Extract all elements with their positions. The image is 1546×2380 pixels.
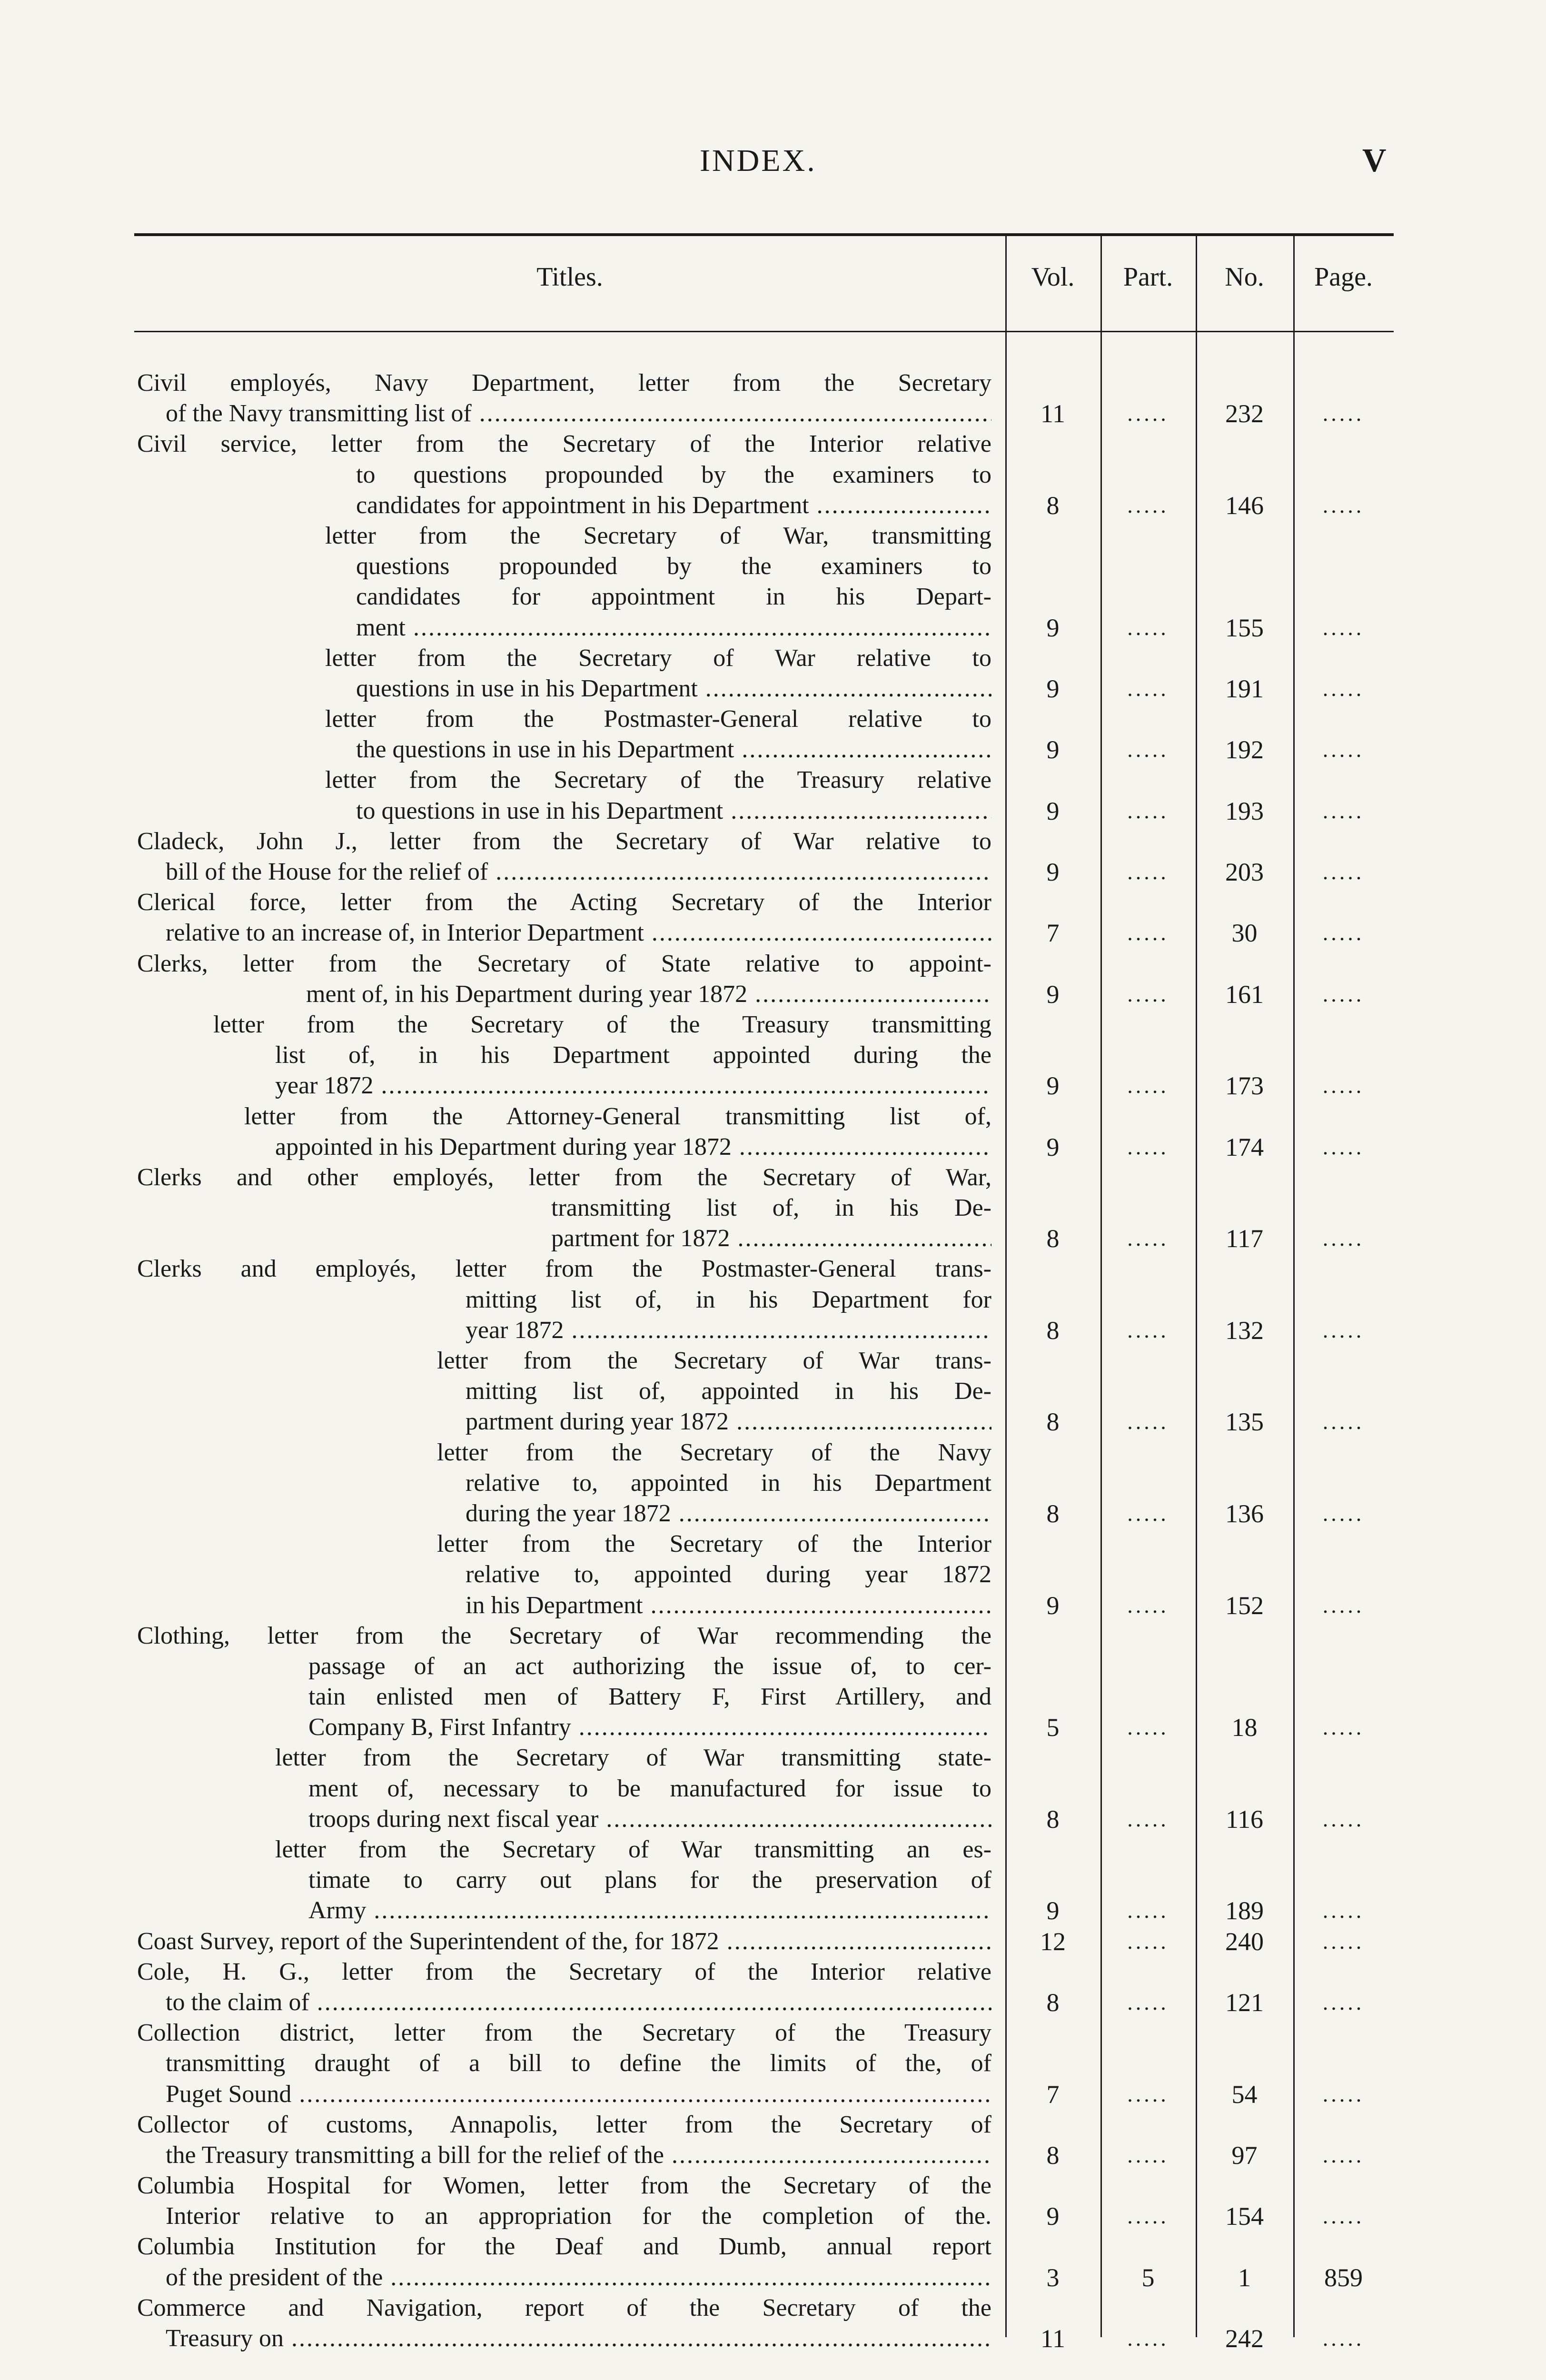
entry-title-line: ment of, necessary to be manufactured for issue to <box>308 1775 991 1802</box>
entry-title <box>134 949 991 1010</box>
entry-title-line: to questions propounded by the examiners to <box>356 461 991 488</box>
entry-page: ..... <box>1322 2142 1365 2167</box>
entry-title-line: troops during next fiscal year ..... <box>137 1804 991 1835</box>
index-entry <box>134 2171 1394 2231</box>
entry-no: 154 <box>1225 2202 1264 2231</box>
index-entry <box>134 826 1394 887</box>
entry-vol: 9 <box>1046 1132 1060 1161</box>
entry-part: ..... <box>1127 2326 1169 2350</box>
entry-title-line: relative to an increase of, in Interior Department ..... <box>137 918 991 948</box>
entry-vol: 8 <box>1046 1316 1060 1345</box>
entry-title-line: Treasury on ..... <box>137 2323 991 2354</box>
column-header-page: Page. <box>1314 262 1373 292</box>
entry-vol: 9 <box>1046 796 1060 825</box>
entry-part: ..... <box>1127 1929 1169 1954</box>
entry-page: ..... <box>1322 1715 1365 1740</box>
entry-title-line: Civil employés, Navy Department, letter from the Secretary <box>137 369 991 397</box>
entry-no: 173 <box>1225 1071 1264 1101</box>
entry-vol: 9 <box>1046 1591 1060 1620</box>
entry-title <box>134 826 991 887</box>
index-entry <box>134 1621 1394 1743</box>
entry-title-line: Commerce and Navigation, report of the Secretary of the <box>137 2294 991 2321</box>
entry-title-line: the Treasury transmitting a bill for the relief of the ..... <box>137 2140 991 2171</box>
index-entry <box>134 1835 1394 1926</box>
entry-page: ..... <box>1322 1226 1365 1251</box>
entry-no: 132 <box>1225 1316 1264 1345</box>
entry-title-line: candidates for appointment in his Depart- <box>356 583 991 611</box>
entry-title-line: relative to, appointed during year 1872 <box>466 1561 991 1588</box>
entry-vol: 8 <box>1046 491 1060 520</box>
entry-page: ..... <box>1322 798 1365 823</box>
entry-no: 1 <box>1238 2263 1251 2292</box>
entry-part: ..... <box>1127 860 1169 884</box>
entry-no: 192 <box>1225 735 1264 764</box>
entry-vol: 12 <box>1040 1927 1066 1956</box>
index-entry <box>134 704 1394 765</box>
entry-title-line: Collection district, letter from the Secretary of the Treasury <box>137 2019 991 2047</box>
entry-vol: 9 <box>1046 858 1060 886</box>
entry-part: ..... <box>1127 737 1169 762</box>
entry-no: 97 <box>1231 2141 1258 2170</box>
entry-title-line: letter from the Secretary of the Treasury relative <box>325 766 991 794</box>
entry-page: ..... <box>1322 1593 1365 1617</box>
entry-title-line: of the president of the ..... <box>137 2262 991 2293</box>
entry-no: 18 <box>1231 1713 1258 1742</box>
entry-part: ..... <box>1127 493 1169 517</box>
entry-part: ..... <box>1127 2142 1169 2167</box>
entry-title-line: letter from the Attorney-General transmitting list of, <box>244 1102 991 1130</box>
entry-part: ..... <box>1127 1593 1169 1617</box>
entry-page: ..... <box>1322 921 1365 945</box>
index-entry <box>134 2293 1394 2354</box>
entry-vol: 8 <box>1046 1988 1060 2017</box>
entry-title-line: year 1872 ..... <box>137 1071 991 1101</box>
entry-title-line: in his Department ..... <box>137 1590 991 1621</box>
entry-title-line: Civil service, letter from the Secretary of the Interior relative <box>137 430 991 458</box>
entry-no: 240 <box>1225 1927 1264 1956</box>
entry-title <box>134 1101 991 1162</box>
entry-no: 232 <box>1225 399 1264 428</box>
index-entry <box>134 1926 1394 1957</box>
entry-title-line: timate to carry out plans for the preservation of <box>308 1866 991 1894</box>
entry-title-line: during the year 1872 ..... <box>137 1498 991 1529</box>
entry-part: ..... <box>1127 1990 1169 2014</box>
entry-title-line: Clerks, letter from the Secretary of State relative to appoint- <box>137 950 991 977</box>
entry-no: 189 <box>1225 1896 1264 1925</box>
entry-vol: 11 <box>1041 399 1065 428</box>
entry-title-line: the questions in use in his Department ..... <box>137 734 991 765</box>
index-entry <box>134 1529 1394 1621</box>
entry-title <box>134 2018 991 2110</box>
index-entry <box>134 429 1394 521</box>
entry-page: ..... <box>1322 1898 1365 1923</box>
entry-vol: 5 <box>1046 1713 1060 1742</box>
entry-part: ..... <box>1127 1134 1169 1159</box>
entry-part: ..... <box>1127 982 1169 1006</box>
entry-part: ..... <box>1127 1409 1169 1434</box>
entry-title-line: partment for 1872 ..... <box>137 1223 991 1254</box>
entry-part: ..... <box>1127 2204 1169 2229</box>
index-entry <box>134 643 1394 704</box>
entry-page: ..... <box>1322 1073 1365 1098</box>
entry-title <box>134 2231 991 2292</box>
entry-title <box>134 1529 991 1621</box>
entry-title-line: passage of an act authorizing the issue of, to cer- <box>308 1652 991 1680</box>
entry-page: ..... <box>1322 982 1365 1006</box>
entry-part: ..... <box>1127 1715 1169 1740</box>
entry-title <box>134 1254 991 1346</box>
entry-page: ..... <box>1322 1806 1365 1831</box>
entry-title-line: ment of, in his Department during year 1872 ..... <box>137 979 991 1010</box>
entry-no: 117 <box>1226 1224 1263 1253</box>
entry-vol: 11 <box>1041 2324 1065 2353</box>
entry-title-line: partment during year 1872 ..... <box>137 1407 991 1437</box>
entry-no: 136 <box>1225 1499 1264 1528</box>
page-header <box>0 138 1546 195</box>
index-entry <box>134 2231 1394 2292</box>
index-entry <box>134 1101 1394 1162</box>
entry-vol: 8 <box>1046 1224 1060 1253</box>
entry-page: 859 <box>1324 2263 1363 2292</box>
entry-part: ..... <box>1127 615 1169 640</box>
entry-title-line: letter from the Secretary of War transmitting state- <box>275 1744 991 1772</box>
entry-vol: 8 <box>1046 2141 1060 2170</box>
entry-title <box>134 1957 991 2018</box>
entry-title-line: of the Navy transmitting list of ..... <box>137 398 991 429</box>
entry-title <box>134 521 991 643</box>
index-entry <box>134 368 1394 429</box>
entry-title-line: relative to, appointed in his Department <box>466 1469 991 1497</box>
entry-page: ..... <box>1322 1409 1365 1434</box>
entry-title <box>134 1346 991 1438</box>
entry-title-line: Company B, First Infantry ..... <box>137 1712 991 1743</box>
entry-title <box>134 2171 991 2231</box>
entry-title <box>134 1926 991 1957</box>
entry-title-line: letter from the Secretary of War relative to <box>325 644 991 672</box>
entry-title-line: mitting list of, in his Department for <box>466 1286 991 1313</box>
entry-no: 116 <box>1226 1805 1263 1834</box>
entry-title <box>134 1835 991 1926</box>
entry-title <box>134 1743 991 1835</box>
entry-no: 146 <box>1225 491 1264 520</box>
header-rule <box>134 331 1005 332</box>
entry-no: 174 <box>1225 1132 1264 1161</box>
entry-title-line: tain enlisted men of Battery F, First Artillery, and <box>308 1683 991 1711</box>
entry-page: ..... <box>1322 615 1365 640</box>
entry-title-line: questions propounded by the examiners to <box>356 553 991 580</box>
entry-page: ..... <box>1322 2082 1365 2106</box>
index-table <box>134 233 1394 2353</box>
entry-title <box>134 643 991 704</box>
entry-vol: 9 <box>1046 2202 1060 2231</box>
entry-title-line: Clerks and other employés, letter from the Secretary of War, <box>137 1163 991 1191</box>
entry-title-line: ment ..... <box>137 613 991 643</box>
running-title: INDEX. <box>700 143 817 178</box>
index-entry <box>134 1010 1394 1101</box>
entry-title-line: letter from the Secretary of War, transmitting <box>325 522 991 549</box>
entry-title-line: appointed in his Department during year 1872 ..... <box>137 1132 991 1162</box>
entry-page: ..... <box>1322 1134 1365 1159</box>
column-header-part: Part. <box>1123 262 1173 292</box>
entry-part: ..... <box>1127 401 1169 426</box>
column-header-vol: Vol. <box>1031 262 1075 292</box>
entry-page: ..... <box>1322 860 1365 884</box>
entry-title-line: questions in use in his Department ..... <box>137 674 991 704</box>
entry-title-line: to the claim of ..... <box>137 1987 991 2018</box>
entry-title-line: letter from the Secretary of War transmitting an es- <box>275 1836 991 1863</box>
index-entry <box>134 1254 1394 1346</box>
entry-vol: 7 <box>1046 2080 1060 2109</box>
index-entry <box>134 1438 1394 1529</box>
column-header-no: No. <box>1225 262 1264 292</box>
entry-part: ..... <box>1127 798 1169 823</box>
entry-title-line: letter from the Secretary of War trans- <box>437 1347 991 1374</box>
entry-title-line: Cole, H. G., letter from the Secretary of the Interior relative <box>137 1958 991 1985</box>
entry-title-line: Interior relative to an appropriation for the completion of the. <box>166 2202 991 2230</box>
entry-title-line: Cladeck, John J., letter from the Secretary of War relative to <box>137 827 991 855</box>
entry-title-line: bill of the House for the relief of ..... <box>137 857 991 887</box>
entry-page: ..... <box>1322 493 1365 517</box>
entry-title-line: Army ..... <box>137 1895 991 1926</box>
entry-part: ..... <box>1127 2082 1169 2106</box>
entry-vol: 8 <box>1046 1408 1060 1437</box>
entry-vol: 8 <box>1046 1499 1060 1528</box>
index-entry <box>134 887 1394 948</box>
entry-no: 203 <box>1225 858 1264 886</box>
entry-no: 121 <box>1225 1988 1264 2017</box>
entry-page: ..... <box>1322 1990 1365 2014</box>
entry-title-line: Clerical force, letter from the Acting Secretary of the Interior <box>137 889 991 916</box>
entry-title-line: Clerks and employés, letter from the Postmaster-General trans- <box>137 1255 991 1283</box>
entry-title <box>134 368 991 429</box>
entry-page: ..... <box>1322 401 1365 426</box>
entry-vol: 3 <box>1046 2263 1060 2292</box>
index-entry <box>134 2018 1394 2110</box>
entry-title-line: Columbia Institution for the Deaf and Dumb, annual report <box>137 2233 991 2261</box>
entry-title-line: to questions in use in his Department ..... <box>137 796 991 826</box>
entry-no: 30 <box>1231 919 1258 948</box>
entry-page: ..... <box>1322 1501 1365 1526</box>
entry-title <box>134 2110 991 2171</box>
entry-page: ..... <box>1322 2326 1365 2350</box>
entry-title-line: year 1872 ..... <box>137 1315 991 1346</box>
entry-title-line: list of, in his Department appointed during the <box>275 1041 991 1069</box>
top-rule <box>134 233 1394 236</box>
entry-title <box>134 704 991 765</box>
entry-page: ..... <box>1322 1318 1365 1342</box>
entry-title-line: letter from the Secretary of the Treasury transmitting <box>213 1011 991 1038</box>
entry-title <box>134 429 991 521</box>
entry-vol: 9 <box>1046 613 1060 642</box>
index-entry <box>134 521 1394 643</box>
entry-no: 54 <box>1231 2080 1258 2109</box>
index-entry <box>134 765 1394 826</box>
entry-no: 161 <box>1225 980 1264 1009</box>
entry-part: ..... <box>1127 1073 1169 1098</box>
index-entry <box>134 1957 1394 2018</box>
entry-title-line: Columbia Hospital for Women, letter from the Secretary of the <box>137 2172 991 2200</box>
entry-vol: 9 <box>1046 1071 1060 1101</box>
entry-vol: 8 <box>1046 1805 1060 1834</box>
entry-part: 5 <box>1141 2263 1155 2292</box>
index-entry <box>134 1346 1394 1438</box>
entry-part: ..... <box>1127 921 1169 945</box>
entry-title-line: letter from the Secretary of the Navy <box>437 1438 991 1466</box>
entry-title-line: letter from the Secretary of the Interior <box>437 1530 991 1558</box>
entry-vol: 9 <box>1046 1896 1060 1925</box>
entry-page: ..... <box>1322 676 1365 701</box>
entry-title-line: mitting list of, appointed in his De- <box>466 1378 991 1405</box>
column-header-titles: Titles. <box>536 262 603 292</box>
entry-page: ..... <box>1322 2204 1365 2229</box>
entry-title-line: Clothing, letter from the Secretary of War recommending the <box>137 1622 991 1649</box>
entry-no: 193 <box>1225 796 1264 825</box>
entry-part: ..... <box>1127 676 1169 701</box>
entry-part: ..... <box>1127 1226 1169 1251</box>
entry-title-line: Puget Sound ..... <box>137 2079 991 2110</box>
entry-title-line: Coast Survey, report of the Superintendent of the, for 1872 ..... <box>137 1926 991 1957</box>
entry-no: 135 <box>1225 1408 1264 1437</box>
entry-title <box>134 887 991 948</box>
page-number: V <box>1362 142 1387 179</box>
index-entry <box>134 2110 1394 2171</box>
entry-no: 242 <box>1225 2324 1264 2353</box>
entry-title-line: letter from the Postmaster-General relative to <box>325 705 991 733</box>
entry-vol: 7 <box>1046 919 1060 948</box>
entry-title-line: Collector of customs, Annapolis, letter from the Secretary of <box>137 2111 991 2138</box>
index-entry <box>134 1162 1394 1254</box>
entry-vol: 9 <box>1046 735 1060 764</box>
entry-title <box>134 1438 991 1529</box>
header-rule-right <box>1005 331 1394 332</box>
entry-page: ..... <box>1322 737 1365 762</box>
entry-title-line: transmitting list of, in his De- <box>551 1194 991 1222</box>
entry-part: ..... <box>1127 1318 1169 1342</box>
entry-title <box>134 1621 991 1743</box>
entry-part: ..... <box>1127 1501 1169 1526</box>
entry-page: ..... <box>1322 1929 1365 1954</box>
entry-vol: 9 <box>1046 980 1060 1009</box>
entry-no: 191 <box>1225 674 1264 703</box>
index-entry <box>134 1743 1394 1835</box>
entry-title <box>134 1162 991 1254</box>
entry-title-line: transmitting draught of a bill to define the limits of the, of <box>166 2050 991 2077</box>
index-entry <box>134 949 1394 1010</box>
entry-title <box>134 1010 991 1101</box>
entry-part: ..... <box>1127 1898 1169 1923</box>
entry-title-line: candidates for appointment in his Department ..... <box>137 490 991 521</box>
entry-title <box>134 2293 991 2354</box>
entry-vol: 9 <box>1046 674 1060 703</box>
entry-title <box>134 765 991 826</box>
entry-part: ..... <box>1127 1806 1169 1831</box>
entry-no: 152 <box>1225 1591 1264 1620</box>
entry-no: 155 <box>1225 613 1264 642</box>
index-entries <box>134 368 1394 2354</box>
